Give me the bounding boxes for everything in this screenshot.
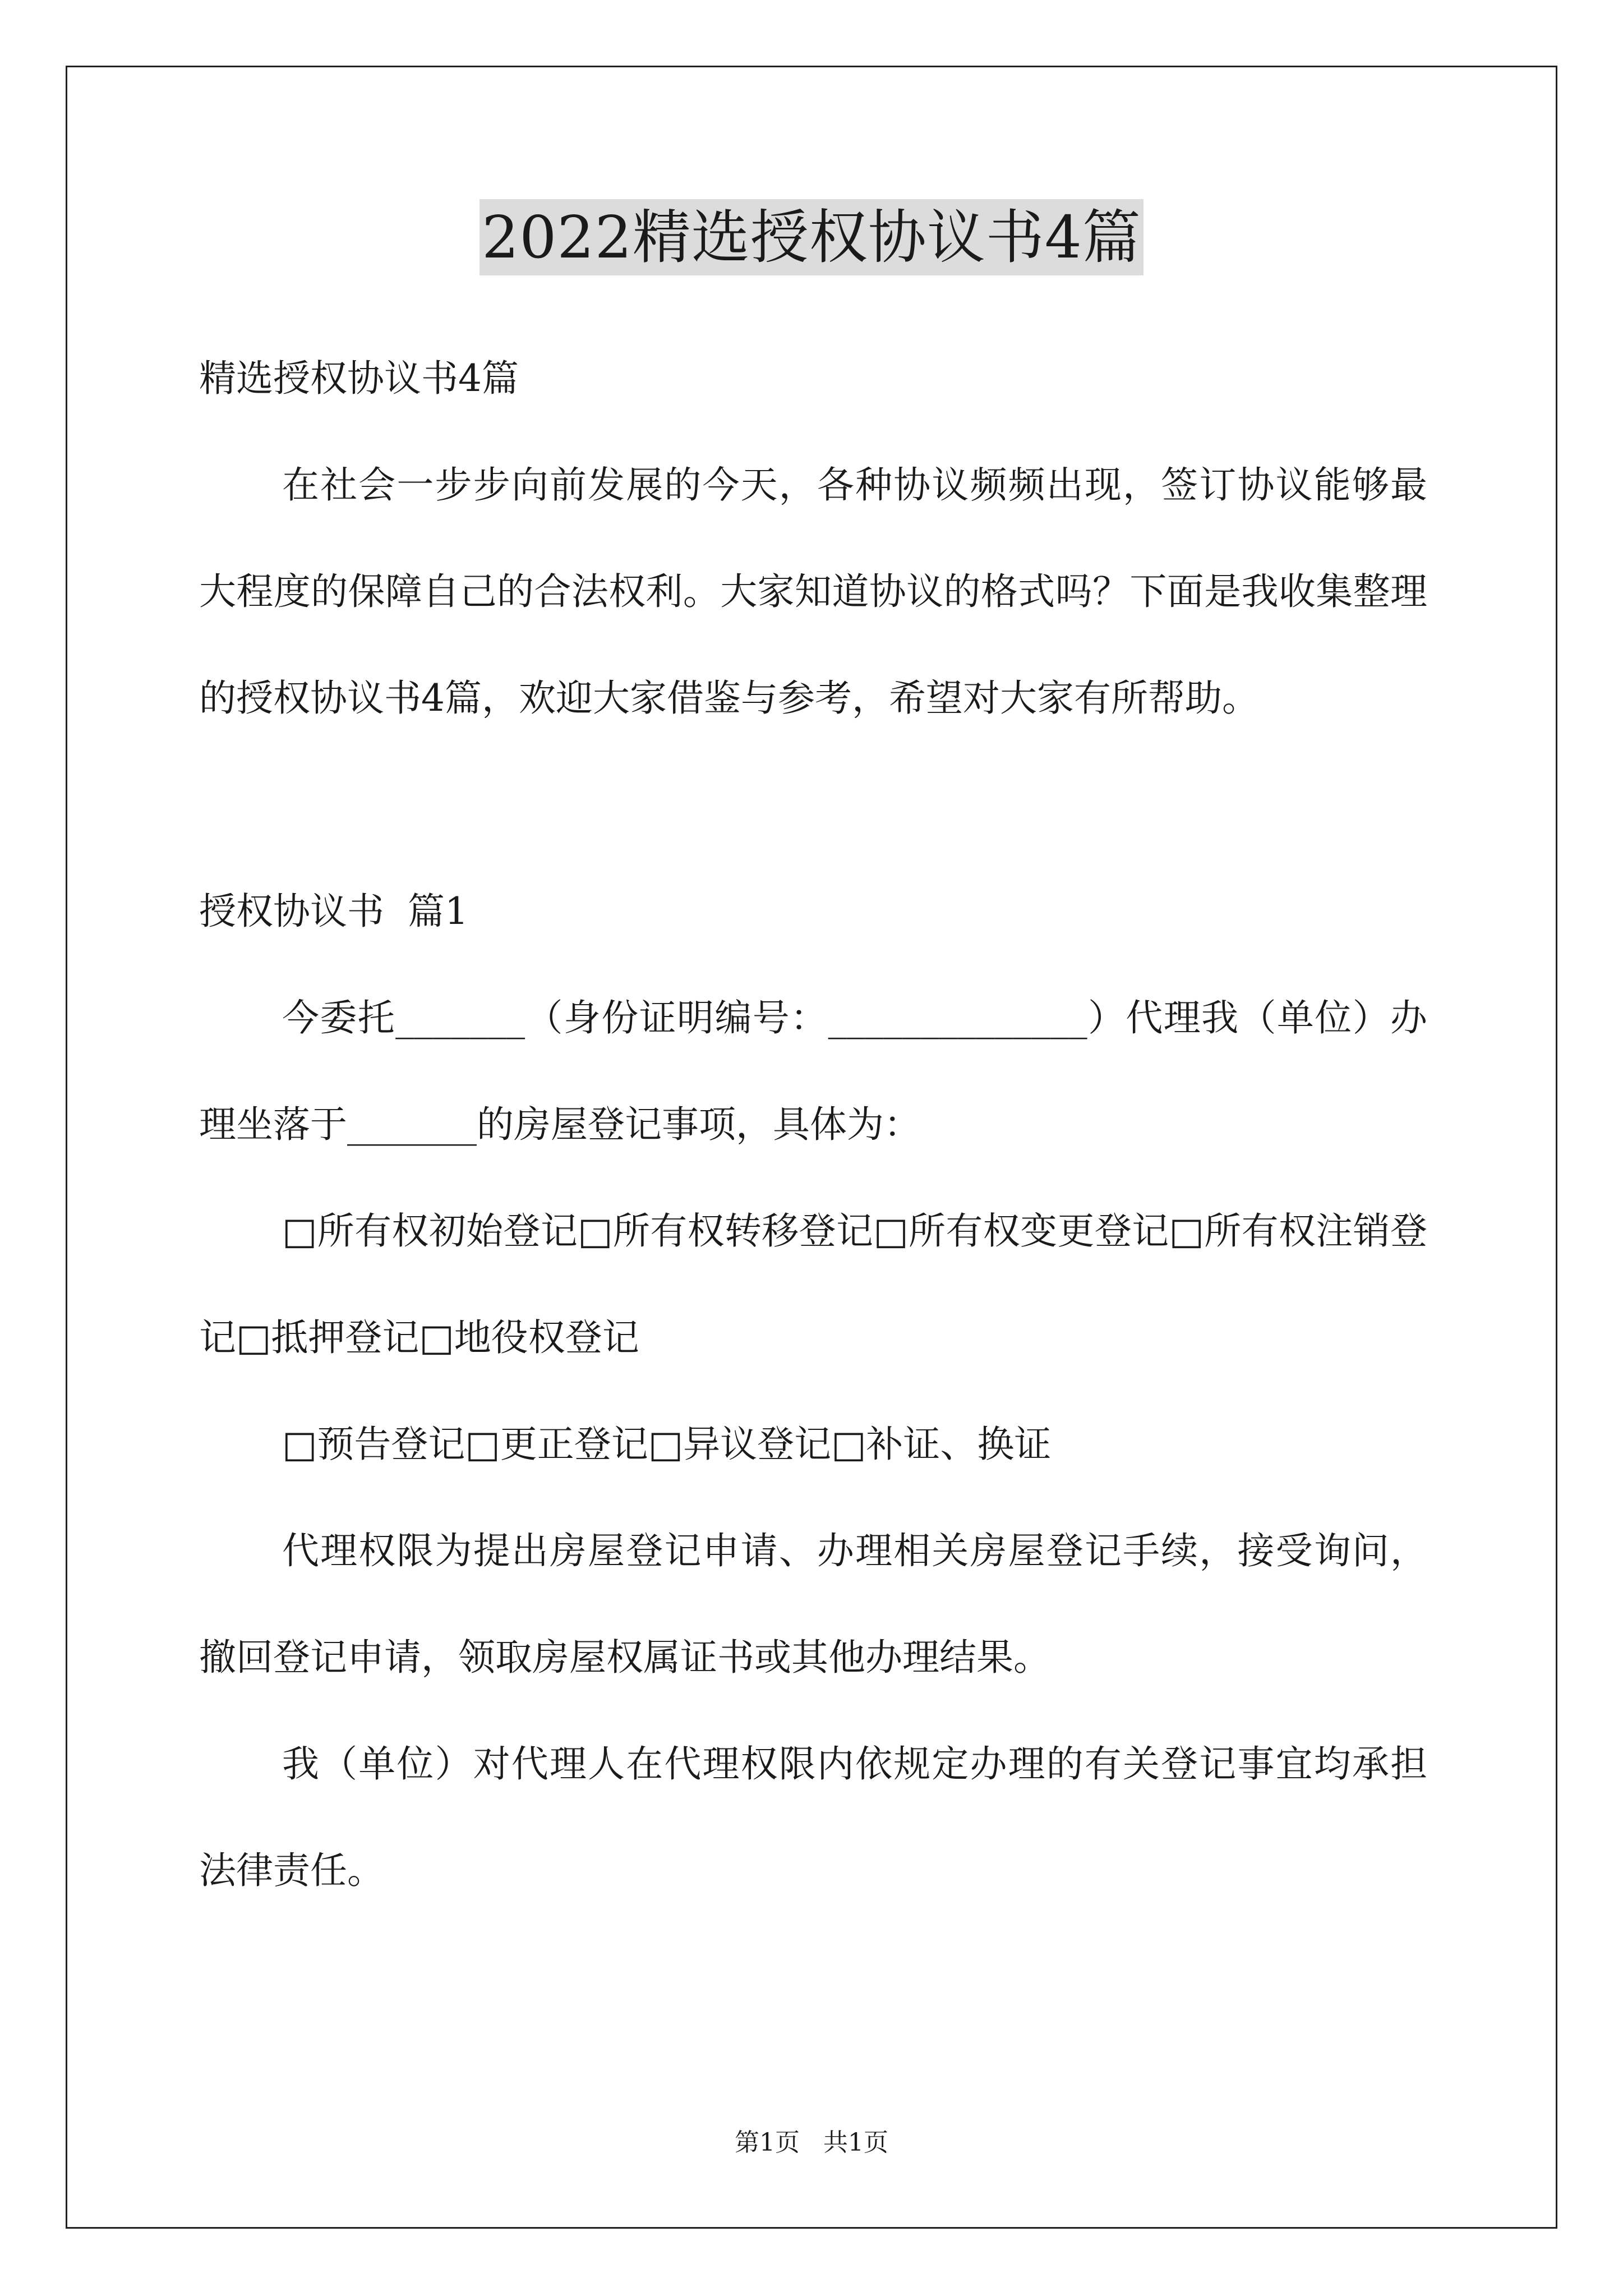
intro-paragraph: 在社会一步步向前发展的今天，各种协议频频出现，签订协议能够最大程度的保障自己的合法权利。大家知道协议的格式吗？下面是我收集整理的授权协议书4篇，欢迎大家借鉴与参考，希望对大家有所帮助。 bbox=[199, 463, 1427, 720]
document-title: 2022精选授权协议书4篇 bbox=[479, 199, 1144, 275]
title-container bbox=[0, 199, 1623, 275]
document-subtitle: 精选授权协议书4篇 bbox=[199, 357, 519, 400]
section-heading: 授权协议书 篇1 bbox=[199, 890, 468, 933]
body-paragraph: 今委托_______（身份证明编号：______________）代理我（单位）办理坐落于_______的房屋登记事项，具体为： bbox=[199, 996, 1427, 1146]
body-paragraph: □预告登记□更正登记□异议登记□补证、换证 bbox=[282, 1423, 1052, 1466]
body-paragraph: □所有权初始登记□所有权转移登记□所有权变更登记□所有权注销登记□抵押登记□地役权登记 bbox=[199, 1209, 1427, 1359]
page-footer: 第1页 共1页 bbox=[735, 2128, 888, 2157]
body-paragraph: 我（单位）对代理人在代理权限内依规定办理的有关登记事宜均承担法律责任。 bbox=[199, 1742, 1427, 1892]
body-paragraph: 代理权限为提出房屋登记申请、办理相关房屋登记手续，接受询问，撤回登记申请，领取房屋权属证书或其他办理结果。 bbox=[199, 1529, 1427, 1679]
document-body bbox=[199, 325, 1427, 1924]
